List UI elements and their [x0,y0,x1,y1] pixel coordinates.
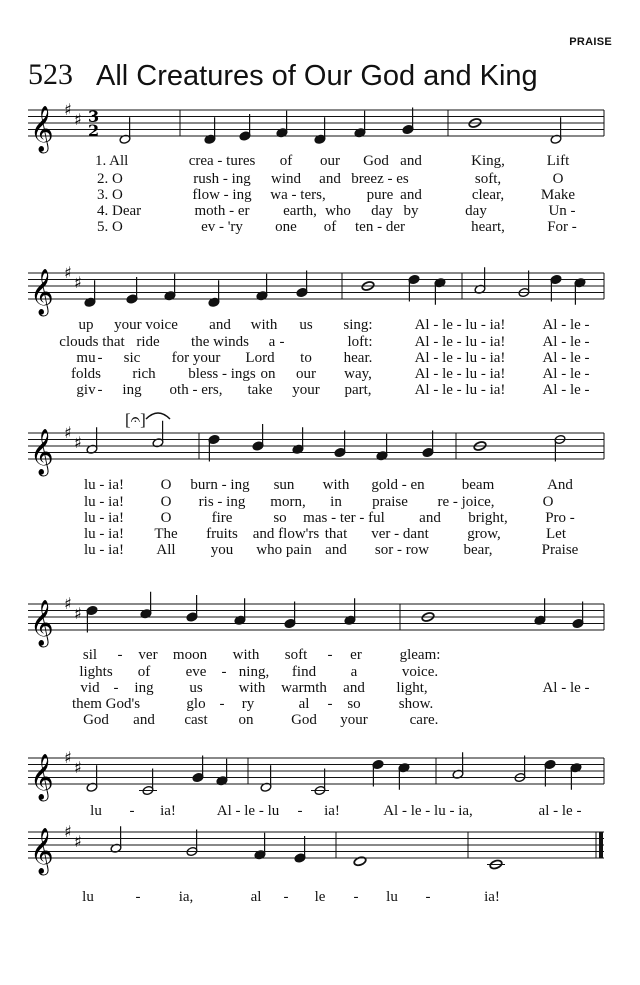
lyric-syllable: sor - row [374,542,430,558]
lyric-syllable: of [323,219,337,235]
lyric-syllable: Make [540,187,576,203]
half-note [186,830,198,857]
lyric-syllable: crea - tures [188,153,256,169]
lyric-syllable: show. [398,696,434,712]
hymn-title: All Creatures of Our God and King [96,60,538,92]
lyric-syllable: fire [211,510,233,526]
lyric-syllable: Lord [245,350,275,366]
lyric-syllable: God [291,712,317,728]
time-signature-top: 3 [88,107,100,126]
lyric-syllable: sun [273,477,295,493]
lyric-syllable: beam [461,477,495,493]
lyric-syllable: fruits [206,526,238,542]
lyric-syllable: lu - ia! [84,542,124,558]
half-note [311,769,329,796]
lyric-line [0,219,640,236]
lyric-syllable: Al - le - [542,382,590,398]
lyric-syllable: so [273,510,287,526]
lyric-syllable: O [160,494,172,510]
fermata-bracket-mark: [𝄐] [125,410,146,429]
quarter-note [534,598,546,625]
lyric-syllable: who pain [256,542,312,558]
lyric-syllable: day [371,203,393,219]
quarter-note [574,278,586,305]
lyric-syllable: - [135,889,141,905]
lyric-syllable: and [209,317,231,333]
lyric-syllable: gleam: [399,647,441,663]
treble-clef-icon: 𝄞 [30,754,54,800]
lyric-syllable: voice. [401,664,439,680]
lyric-syllable: Al - le - lu [216,803,280,819]
lyric-syllable: and [319,171,341,187]
lyric-line [0,696,640,713]
lyric-syllable: O [160,510,172,526]
lyric-syllable: er [350,647,362,663]
lyric-syllable: our [296,366,316,382]
lyric-line [0,647,640,664]
lyric-syllable: Al - le - lu - ia! [414,334,506,350]
lyric-syllable: God [83,712,109,728]
lyric-line [0,664,640,681]
quarter-note [344,598,356,625]
lyric-syllable: ia! [484,889,500,905]
lyric-syllable: Al - le - [542,334,590,350]
quarter-note [208,280,220,307]
half-note [110,826,122,853]
half-note [518,271,530,298]
lyric-syllable: folds [71,366,101,382]
lyric-syllable: Al - le - lu - ia, [383,803,473,819]
quarter-note [254,833,266,860]
staff-system-1 [0,85,640,155]
lyric-syllable: God [363,153,389,169]
lyric-syllable: of [137,664,151,680]
quarter-note [402,108,414,135]
lyric-line [0,526,640,543]
lyric-syllable: Al - le - [542,366,590,382]
lyric-syllable: care. [409,712,439,728]
lyric-line [0,542,640,559]
whole-note [487,859,505,870]
treble-clef-icon: 𝄞 [30,269,54,315]
lyric-syllable: in [330,494,342,510]
lyric-line [0,712,640,729]
lyric-syllable: soft [284,647,308,663]
lyric-syllable: Al - le - lu - ia! [414,350,506,366]
lyric-syllable: Un - [548,203,576,219]
lyric-syllable: earth, [283,203,317,219]
quarter-note [252,424,264,451]
lyric-syllable: to [300,350,312,366]
lyric-syllable: on [260,366,276,382]
quarter-note [296,271,308,298]
lyric-line [0,494,640,511]
quarter-note [140,592,152,619]
lyric-syllable: glo [186,696,206,712]
lyric-syllable: moon [172,647,208,663]
lyric-syllable: your [340,712,368,728]
lyric-syllable: O [542,494,554,510]
sharp-icon: ♯ [64,423,72,442]
lyric-syllable: Al - le - [542,680,590,696]
lyric-syllable: one [275,219,297,235]
sharp-icon: ♯ [74,757,82,777]
lyric-syllable: - [129,803,135,819]
quarter-note [294,836,306,863]
quarter-note [544,759,556,786]
lyric-syllable: them God's [71,696,141,712]
lyric-syllable: with [232,647,260,663]
final-barline [599,832,603,858]
lyric-syllable: and [133,712,155,728]
lyric-line [0,680,640,697]
lyric-syllable: - [221,664,227,680]
quarter-note [284,602,296,629]
lyric-syllable: 5. O [97,219,123,235]
lyric-syllable: O [552,171,564,187]
lyric-syllable: and [325,542,347,558]
lyric-syllable: heart, [471,219,505,235]
lyric-syllable: by [403,203,419,219]
quarter-note [334,431,346,458]
lyric-syllable: bless - ings [188,366,256,382]
lyric-syllable: lu [386,889,398,905]
sharp-icon: ♯ [74,272,82,292]
lyric-syllable: ing [134,680,154,696]
lyric-syllable: Praise [541,542,579,558]
lyric-syllable: ry [241,696,255,712]
quarter-note [234,598,246,625]
lyric-syllable: Al - le - [542,350,590,366]
lyric-syllable: le [314,889,326,905]
lyric-syllable: gold - en [371,477,425,493]
lyric-syllable: For - [547,219,577,235]
lyric-syllable: burn - ing [190,477,250,493]
lyric-syllable: ia! [324,803,340,819]
lyric-syllable: bright, [468,510,508,526]
lyric-syllable: lu [90,803,102,819]
lyric-syllable: Al - le - [542,317,590,333]
half-note [260,765,272,792]
lyric-syllable: and flow'rs [252,526,320,542]
lyric-syllable: cast [184,712,208,728]
lyric-line [0,382,640,399]
lyric-syllable: take [247,382,273,398]
lyric-syllable: with [322,477,350,493]
section-label: PRAISE [569,36,612,48]
lyric-syllable: giv [76,382,96,398]
lyric-line [0,153,640,170]
quarter-note [376,434,388,461]
lyric-syllable: - [97,382,103,398]
quarter-note [204,117,216,144]
lyric-syllable: Al - le - lu - ia! [414,317,506,333]
lyric-line [0,171,640,188]
lyric-line [0,366,640,383]
lyric-syllable: of [279,153,293,169]
lyric-syllable: lights [79,664,113,680]
lyric-syllable: al [250,889,262,905]
quarter-note [208,434,220,461]
half-note [452,752,464,779]
lyric-syllable: who [325,203,351,219]
lyric-syllable: find [291,664,317,680]
sharp-icon: ♯ [74,603,82,623]
treble-clef-icon: 𝄞 [30,106,54,152]
lyric-syllable: ten - der [355,219,405,235]
lyric-syllable: clear, [471,187,505,203]
lyric-syllable: bear, [463,542,493,558]
lyric-syllable: ia, [178,889,194,905]
lyric-syllable: with [238,680,266,696]
lyric-syllable: mas - ter - ful [303,510,385,526]
lyric-syllable: - [297,803,303,819]
lyric-syllable: light, [396,680,428,696]
lyric-syllable: lu [82,889,94,905]
lyric-syllable: King, [471,153,505,169]
lyric-syllable: O [160,477,172,493]
half-note [474,267,486,294]
staff-system-4 [0,579,640,649]
lyric-syllable: us [189,680,203,696]
sharp-icon: ♯ [74,831,82,851]
whole-note [353,856,367,867]
half-note [139,769,157,796]
time-signature-bottom: 2 [88,121,100,140]
lyric-syllable: Pro - [545,510,575,526]
lyric-syllable: eve [185,664,207,680]
half-note [86,427,98,454]
quarter-note [256,274,268,301]
lyric-syllable: Let [546,526,566,542]
lyric-syllable: re - joice, [437,494,495,510]
lyric-syllable: - [279,334,285,350]
sharp-icon: ♯ [64,822,72,841]
quarter-note [314,117,326,144]
lyric-syllable: - [219,696,225,712]
lyric-syllable: ris - ing [198,494,246,510]
lyric-line [0,803,640,820]
half-note [119,117,131,144]
treble-clef-icon: 𝄞 [30,429,54,475]
lyric-syllable: ver - dant [371,526,429,542]
quarter-note [550,274,562,301]
quarter-note [86,605,98,632]
quarter-note [572,602,584,629]
lyric-syllable: All [156,542,176,558]
lyric-syllable: your [292,382,320,398]
treble-clef-icon: 𝄞 [30,828,54,874]
quarter-note [354,111,366,138]
quarter-note [84,280,96,307]
half-note [86,765,98,792]
lyric-syllable: rush - ing [193,171,251,187]
lyric-syllable: ing [122,382,142,398]
lyric-syllable: sil [82,647,98,663]
lyric-syllable: pure [366,187,394,203]
lyric-syllable: so [347,696,361,712]
lyric-syllable: mu [76,350,96,366]
lyric-syllable: vid [80,680,100,696]
lyric-syllable: - [283,889,289,905]
lyric-syllable: The [154,526,178,542]
lyric-syllable: - [327,647,333,663]
staff-system-2 [0,248,640,318]
quarter-note [372,759,384,786]
quarter-note [164,274,176,301]
lyric-syllable: ver [138,647,158,663]
lyric-syllable: Al - le - lu - ia! [414,366,506,382]
treble-clef-icon: 𝄞 [30,600,54,646]
lyric-syllable: ia! [160,803,176,819]
half-note [514,756,526,783]
lyric-syllable: oth - ers, [169,382,223,398]
lyric-syllable: moth - er [194,203,250,219]
lyric-syllable: lu - ia! [84,477,124,493]
quarter-note [216,759,228,786]
lyric-syllable: lu - ia! [84,494,124,510]
lyric-line [0,187,640,204]
quarter-note [408,274,420,301]
lyric-syllable: grow, [467,526,501,542]
sharp-icon: ♯ [74,432,82,452]
lyric-syllable: - [97,350,103,366]
lyric-line [0,203,640,220]
sharp-icon: ♯ [74,109,82,129]
lyric-syllable: us [299,317,313,333]
staff-system-3 [0,408,640,478]
lyric-syllable: 3. O [97,187,123,203]
lyric-syllable: way, [344,366,372,382]
lyric-syllable: wa - ters, [270,187,326,203]
sharp-icon: ♯ [64,594,72,613]
lyric-syllable: - [327,696,333,712]
sharp-icon: ♯ [64,100,72,119]
lyric-syllable: breez - es [351,171,409,187]
staff-system-5 [0,733,640,803]
half-note [550,117,562,144]
quarter-note [398,763,410,790]
lyric-syllable: on [238,712,254,728]
hymn-number: 523 [28,58,73,91]
lyric-syllable: sic [123,350,141,366]
lyric-syllable: 2. O [97,171,123,187]
lyric-line [0,510,640,527]
lyric-syllable: that [324,526,348,542]
lyric-syllable: ride [136,334,160,350]
lyric-syllable: hear. [343,350,373,366]
lyric-syllable: the winds [191,334,249,350]
lyric-line [0,477,640,494]
lyric-syllable: ev - 'ry [201,219,243,235]
lyric-syllable: flow - ing [192,187,252,203]
lyric-syllable: and [400,153,422,169]
half-note [152,421,164,448]
quarter-note [276,111,288,138]
lyric-syllable: with [250,317,278,333]
lyric-syllable: - [353,889,359,905]
lyric-syllable: sing: [343,317,373,333]
sharp-icon: ♯ [64,748,72,767]
sharp-icon: ♯ [64,263,72,282]
lyric-syllable: wind [271,171,301,187]
lyric-syllable: Lift [546,153,570,169]
lyric-syllable: al [298,696,310,712]
lyric-syllable: al - le - [538,803,582,819]
lyric-syllable: soft, [474,171,502,187]
lyric-line [0,889,640,906]
lyric-syllable: rich [132,366,156,382]
lyric-syllable: ning, [238,664,270,680]
lyric-syllable: lu - ia! [84,526,124,542]
lyric-syllable: praise [372,494,408,510]
lyric-syllable: our [320,153,340,169]
lyric-syllable: 1. All [95,153,129,169]
lyric-syllable: loft: [347,334,373,350]
lyric-syllable: a [268,334,276,350]
lyric-syllable: a [350,664,358,680]
lyric-syllable: part, [344,382,372,398]
quarter-note [434,278,446,305]
lyric-syllable: and [343,680,365,696]
quarter-note [192,756,204,783]
lyric-line [0,350,640,367]
quarter-note [570,763,582,790]
quarter-note [239,114,251,141]
lyric-line [0,334,640,351]
lyric-syllable: and [400,187,422,203]
half-note [554,434,566,461]
quarter-note [422,431,434,458]
quarter-note [186,595,198,622]
lyric-syllable: you [210,542,234,558]
lyric-syllable: Al - le - lu - ia! [414,382,506,398]
lyric-line [0,317,640,334]
lyric-syllable: your voice [114,317,178,333]
quarter-note [126,277,138,304]
lyric-syllable: And [547,477,573,493]
lyric-syllable: warmth [281,680,327,696]
lyric-syllable: - [425,889,431,905]
lyric-syllable: clouds that [59,334,125,350]
lyric-syllable: and [419,510,441,526]
lyric-syllable: - [117,647,123,663]
lyric-syllable: 4. Dear [97,203,142,219]
lyric-syllable: morn, [270,494,306,510]
quarter-note [292,427,304,454]
lyric-syllable: lu - ia! [84,510,124,526]
lyric-syllable: for your [171,350,221,366]
lyric-syllable: day [465,203,487,219]
lyric-syllable: - [113,680,119,696]
lyric-syllable: up [78,317,94,333]
fermata-icon [146,413,170,419]
